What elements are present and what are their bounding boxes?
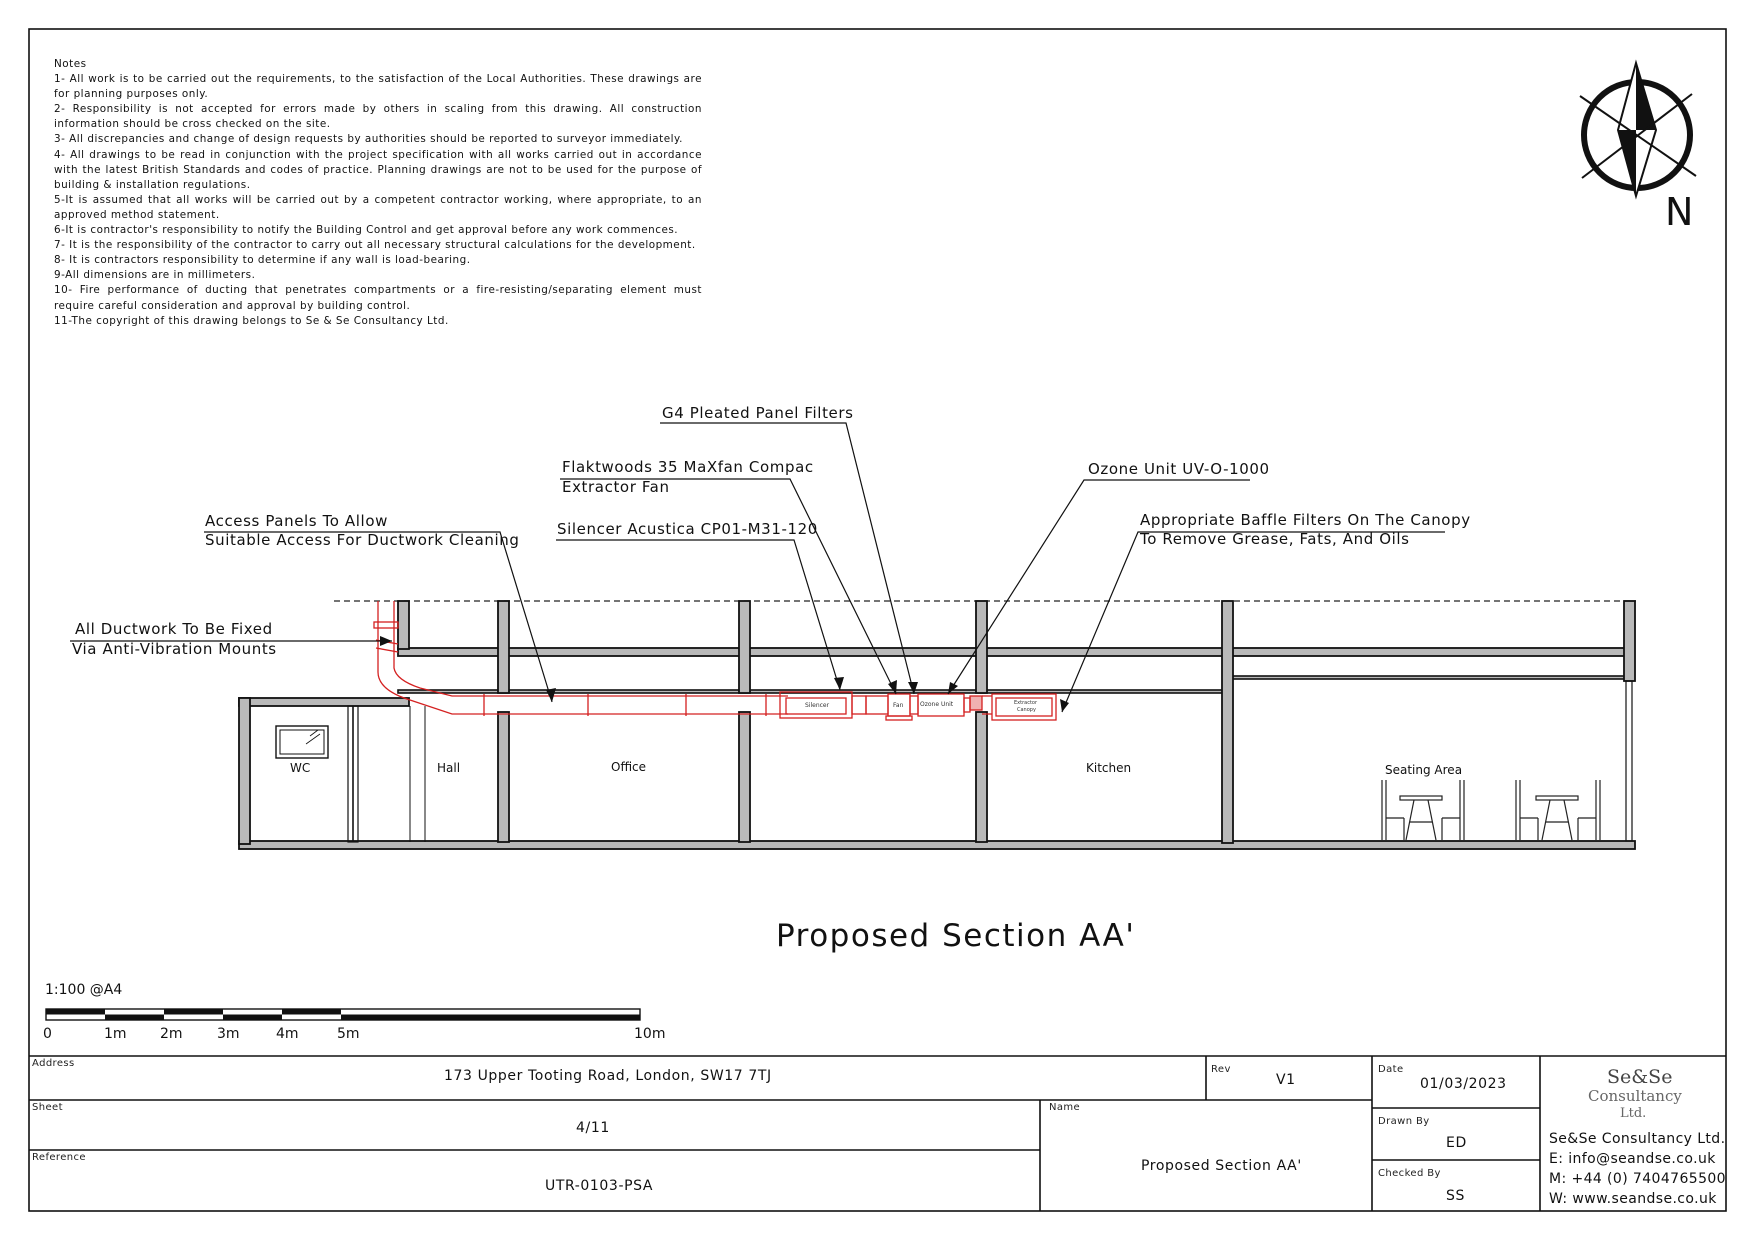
reference-label: Reference [32, 1152, 86, 1163]
drawn-by-value: ED [1446, 1135, 1467, 1151]
north-arrow-icon [1580, 63, 1696, 196]
wall-office-kitchen-b [976, 712, 987, 842]
wc-window [276, 726, 328, 758]
company-logo-line3: Ltd. [1620, 1106, 1647, 1121]
wall-upper-3 [739, 601, 750, 693]
date-value: 01/03/2023 [1420, 1076, 1507, 1092]
component-label-canopy-1: Extractor [1014, 700, 1038, 706]
company-name: Se&Se Consultancy Ltd. [1549, 1131, 1726, 1147]
wall-upper-2 [498, 601, 509, 693]
wall-front-upper [1624, 601, 1635, 681]
wall-kitchen-seating [1222, 601, 1233, 843]
note-item: 8- It is contractors responsibility to determine if any wall is load-bearing. [54, 254, 471, 267]
ground-slab [239, 841, 1635, 849]
checked-by-label: Checked By [1378, 1168, 1441, 1179]
note-item: 1- All work is to be carried out the requirements, to the satisfaction of the Local Authorities. These drawings are for planning purposes only. [54, 73, 702, 101]
shopfront-glazing [1626, 681, 1632, 841]
annotation-access-line1: Access Panels To Allow [205, 512, 388, 530]
annotation-baffle-line2: To Remove Grease, Fats, And Oils [1140, 530, 1410, 548]
table-and-chairs-1 [1382, 780, 1464, 840]
note-item: 7- It is the responsibility of the contractor to carry out all necessary structural calculations for the development. [54, 239, 696, 252]
scale-label: 2m [160, 1026, 183, 1042]
component-label-ozone: Ozone Unit [920, 701, 954, 708]
note-item: 6-It is contractor's responsibility to notify the Building Control and get approval before any work commences. [54, 224, 679, 237]
note-item: 2- Responsibility is not accepted for errors made by others in scaling from this drawing. All construction information should be cross checked on the site. [54, 103, 702, 131]
general-notes [54, 57, 702, 329]
wall-rear [239, 698, 250, 844]
annotation-g4-filters: G4 Pleated Panel Filters [662, 404, 854, 422]
annotation-fan-line1: Flaktwoods 35 MaXfan Compac [562, 458, 814, 476]
drawing-title: Proposed Section AA' [776, 918, 1136, 954]
annotation-access-line2: Suitable Access For Ductwork Cleaning [205, 531, 520, 549]
rev-value: V1 [1276, 1072, 1296, 1088]
sheet-label: Sheet [32, 1102, 63, 1113]
room-label-wc: WC [290, 761, 311, 775]
company-email: E: info@seandse.co.uk [1549, 1151, 1716, 1167]
room-label-seating: Seating Area [1385, 763, 1463, 777]
table-and-chairs-2 [1516, 780, 1600, 840]
wall-office-kitchen-a [739, 712, 750, 842]
note-item: 4- All drawings to be read in conjunction with the project specification with all works carried out in accordance with the latest British Standards and codes of practice. Planning drawings are not to be used for the purpose of building & installation regulations. [54, 148, 702, 191]
scale-label: 0 [43, 1026, 52, 1042]
room-label-office: Office [611, 760, 647, 774]
note-item: 11-The copyright of this drawing belongs to Se & Se Consultancy Ltd. [54, 314, 449, 327]
note-item: 3- All discrepancies and change of design requests by authorities should be reported to surveyor immediately. [54, 133, 683, 146]
drawn-by-label: Drawn By [1378, 1116, 1430, 1127]
address-label: Address [32, 1058, 75, 1069]
annotation-silencer: Silencer Acustica CP01-M31-120 [557, 520, 818, 538]
component-label-fan: Fan [893, 702, 904, 709]
annotation-baffle-line1: Appropriate Baffle Filters On The Canopy [1140, 511, 1471, 529]
room-label-hall: Hall [437, 761, 461, 775]
scale-label: 3m [217, 1026, 240, 1042]
wall-upper-1 [398, 601, 409, 649]
sheet-value: 4/11 [576, 1120, 610, 1136]
scale-label: 1m [104, 1026, 127, 1042]
scale-text: 1:100 @A4 [45, 982, 123, 998]
building-section [239, 601, 1636, 849]
reference-value: UTR-0103-PSA [545, 1178, 654, 1194]
company-logo-line2: Consultancy [1588, 1087, 1682, 1105]
extension-roof [239, 698, 409, 706]
note-item: 5-It is assumed that all works will be carried out by a competent contractor working, where appropriate, to an approved method statement. [54, 193, 702, 221]
notes-heading: Notes [54, 58, 87, 70]
component-label-silencer: Silencer [805, 702, 830, 709]
north-label: N [1665, 190, 1694, 234]
company-web: W: www.seandse.co.uk [1549, 1191, 1717, 1207]
scale-label: 10m [634, 1026, 666, 1042]
room-label-kitchen: Kitchen [1086, 761, 1132, 775]
company-logo-line1: Se&Se [1607, 1066, 1673, 1088]
duct-top-edge [378, 601, 788, 714]
name-label: Name [1049, 1102, 1081, 1113]
checked-by-value: SS [1446, 1188, 1465, 1204]
component-label-canopy-2: Canopy [1017, 707, 1036, 713]
note-item: 9-All dimensions are in millimeters. [54, 269, 256, 282]
scale-label: 5m [337, 1026, 360, 1042]
note-item: 10- Fire performance of ducting that penetrates compartments or a fire-resisting/separating element must require careful consideration and approval by building control. [54, 284, 702, 312]
scale-label: 4m [276, 1026, 299, 1042]
company-phone: M: +44 (0) 7404765500 [1549, 1171, 1726, 1187]
annotation-fan-line2: Extractor Fan [562, 478, 670, 496]
wall-hall-office [498, 712, 509, 842]
name-value: Proposed Section AA' [1141, 1158, 1302, 1174]
annotation-mounts-line1: All Ductwork To Be Fixed [75, 620, 273, 638]
rev-label: Rev [1211, 1064, 1231, 1075]
date-label: Date [1378, 1064, 1404, 1075]
scale-bar-graphic [46, 1009, 640, 1020]
annotation-mounts-line2: Via Anti-Vibration Mounts [72, 640, 277, 658]
annotation-ozone: Ozone Unit UV-O-1000 [1088, 460, 1270, 478]
upper-slab [398, 648, 1632, 656]
address-value: 173 Upper Tooting Road, London, SW17 7TJ [444, 1068, 772, 1084]
ceiling-seating [1232, 676, 1632, 679]
ductwork [374, 601, 1056, 720]
